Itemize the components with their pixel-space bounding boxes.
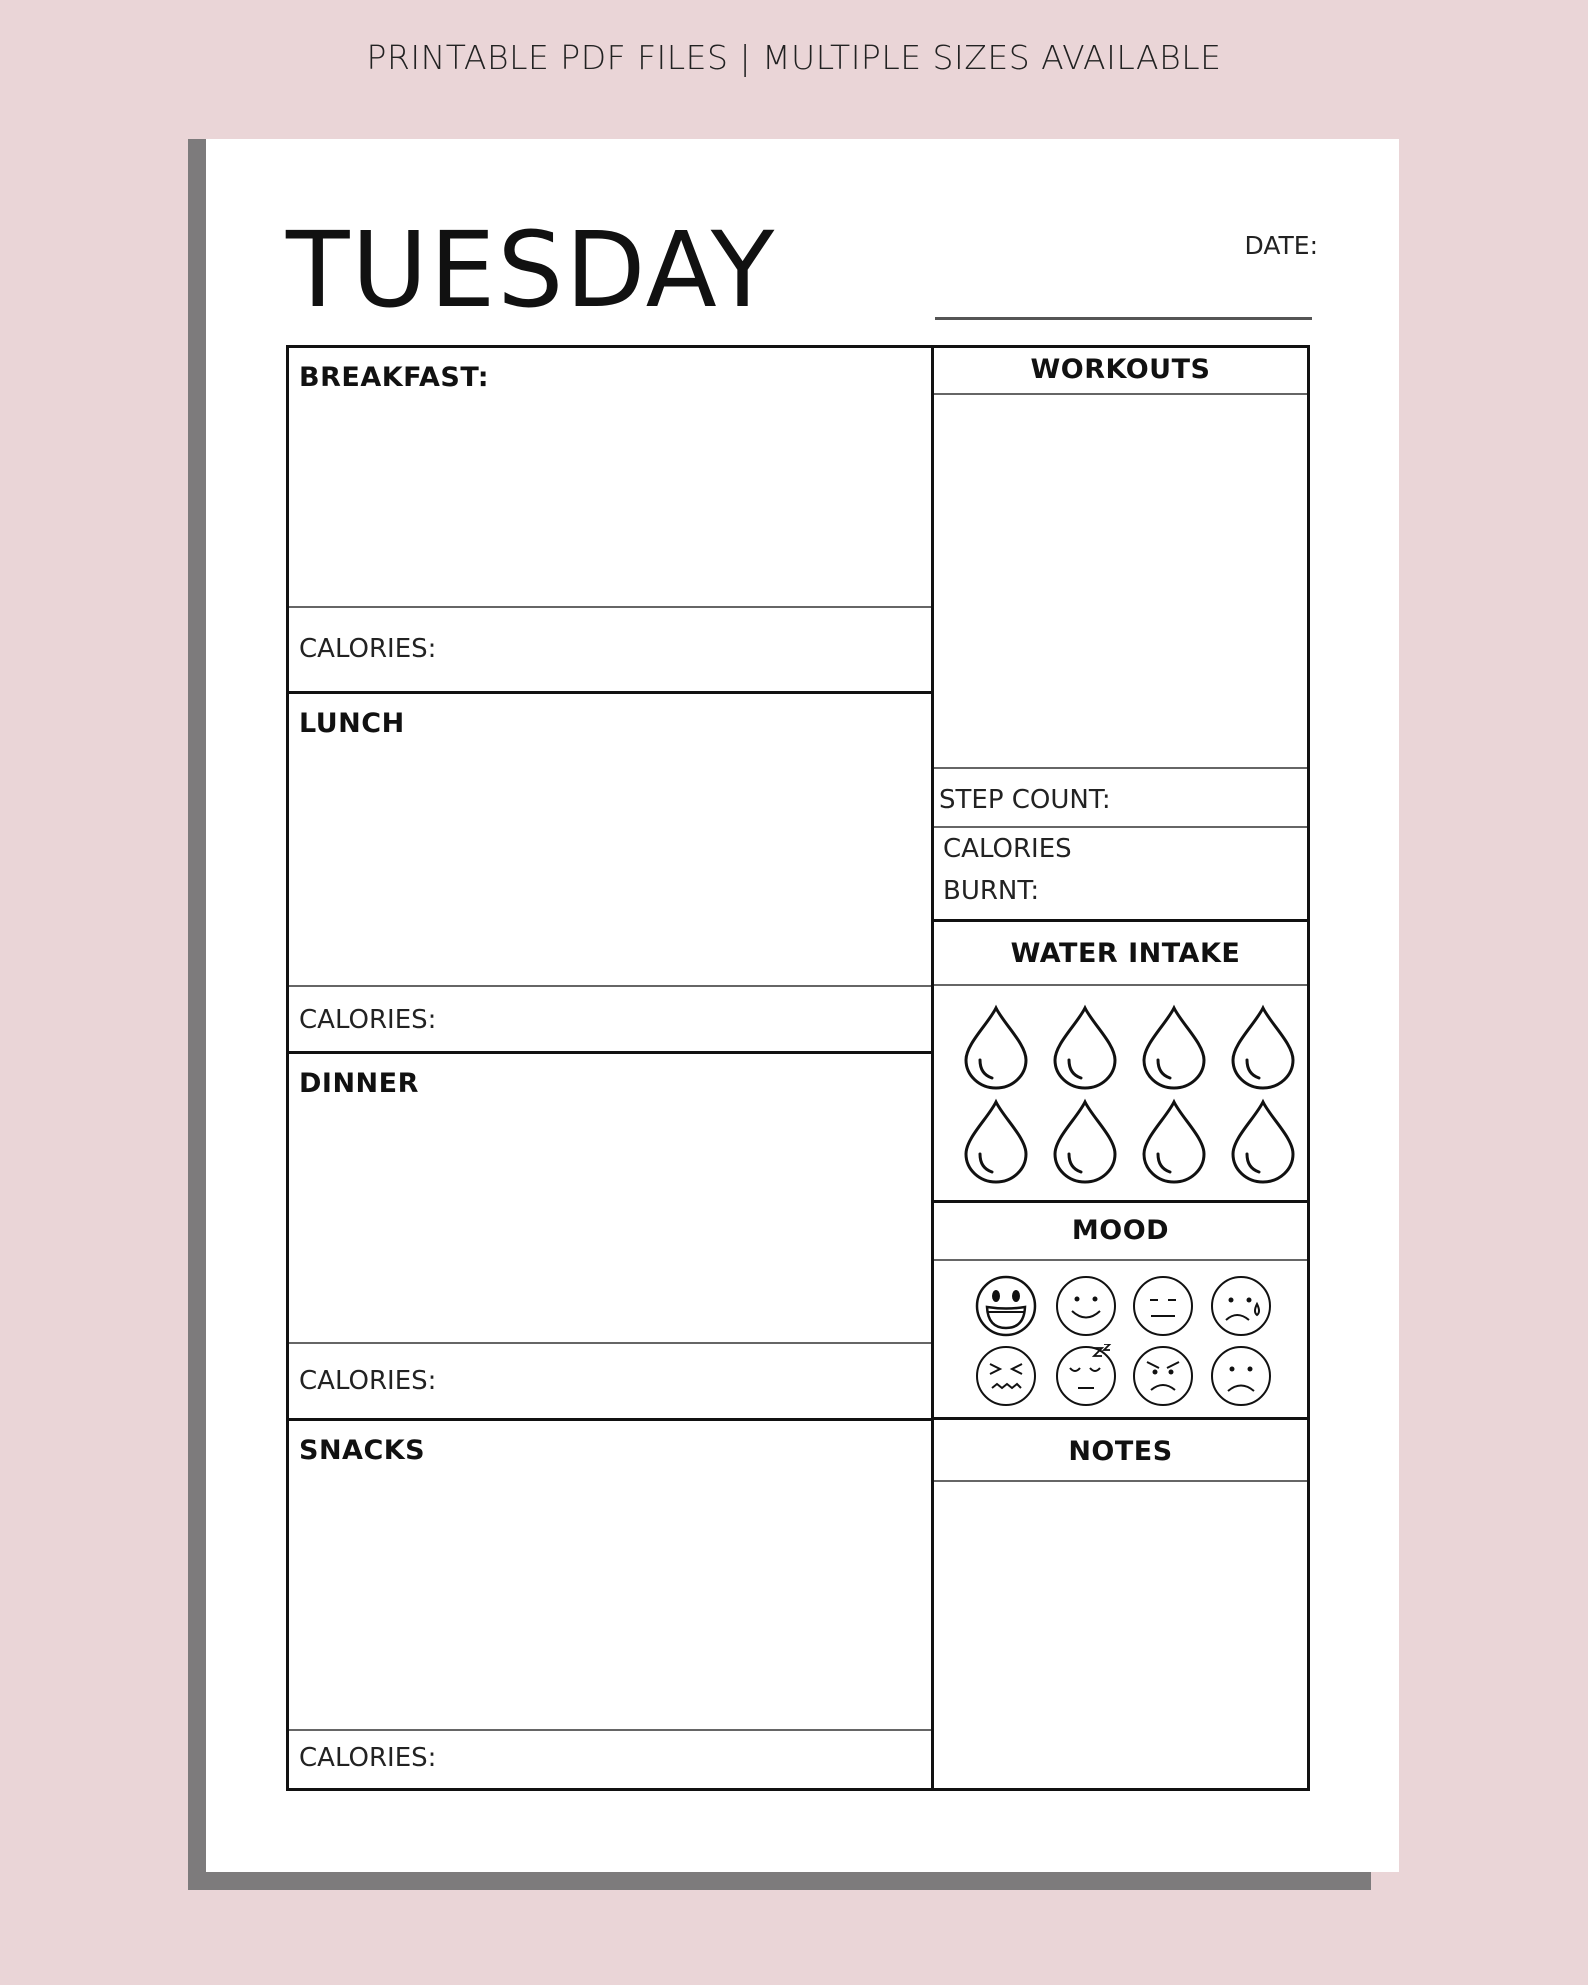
mood-header xyxy=(934,1203,1307,1259)
notes-header xyxy=(934,1420,1307,1480)
notes-label: NOTES xyxy=(1068,1436,1173,1467)
banner-text: PRINTABLE PDF FILES | MULTIPLE SIZES AVAILABLE xyxy=(366,38,1222,77)
water-drop-icon[interactable] xyxy=(1138,1004,1210,1090)
water-drop-icon[interactable] xyxy=(1227,1004,1299,1090)
water-drop-icon[interactable] xyxy=(960,1004,1032,1090)
calories-label: CALORIES: xyxy=(299,1366,437,1396)
calories-burnt-label-2: BURNT: xyxy=(943,876,1040,906)
date-label: DATE: xyxy=(1244,231,1318,260)
sad-tear-face-icon[interactable] xyxy=(1209,1274,1273,1338)
angry-face-icon[interactable] xyxy=(1131,1344,1195,1408)
sleepy-face-icon[interactable] xyxy=(1054,1344,1118,1408)
calories-label: CALORIES: xyxy=(299,1743,437,1773)
workouts-header xyxy=(934,348,1307,393)
day-title: TUESDAY xyxy=(286,209,777,331)
workouts-box[interactable] xyxy=(934,395,1307,768)
dinner-box[interactable] xyxy=(289,1054,931,1344)
water-drop-icon[interactable] xyxy=(960,1098,1032,1184)
lunch-label: LUNCH xyxy=(299,708,405,739)
mood-label: MOOD xyxy=(1071,1215,1170,1246)
calories-burnt-field[interactable] xyxy=(934,828,1307,920)
planner-grid xyxy=(286,345,1310,1791)
neutral-face-icon[interactable] xyxy=(1131,1274,1195,1338)
step-count-field[interactable] xyxy=(934,769,1307,827)
planner-page xyxy=(206,139,1399,1872)
workouts-label: WORKOUTS xyxy=(1030,354,1211,385)
water-drop-icon[interactable] xyxy=(1049,1098,1121,1184)
step-count-label: STEP COUNT: xyxy=(939,785,1111,815)
frowning-face-icon[interactable] xyxy=(1209,1344,1273,1408)
breakfast-box[interactable] xyxy=(289,348,931,608)
calories-label: CALORIES: xyxy=(299,634,437,664)
grinning-face-icon[interactable] xyxy=(974,1274,1038,1338)
breakfast-calories-field[interactable] xyxy=(289,608,931,692)
water-drop-icon[interactable] xyxy=(1227,1098,1299,1184)
dinner-label: DINNER xyxy=(299,1068,419,1099)
water-drop-icon[interactable] xyxy=(1049,1004,1121,1090)
tired-face-icon[interactable] xyxy=(974,1344,1038,1408)
meals-column xyxy=(289,348,934,1788)
water-drops-area xyxy=(934,986,1307,1202)
lunch-calories-field[interactable] xyxy=(289,987,931,1051)
smiling-face-icon[interactable] xyxy=(1054,1274,1118,1338)
lunch-box[interactable] xyxy=(289,694,931,988)
mood-faces-area xyxy=(934,1261,1307,1417)
snacks-calories-field[interactable] xyxy=(289,1731,931,1789)
snacks-label: SNACKS xyxy=(299,1435,426,1466)
tracking-column xyxy=(934,348,1307,1788)
date-field-line[interactable] xyxy=(935,317,1312,320)
notes-box[interactable] xyxy=(934,1482,1307,1788)
calories-burnt-label-1: CALORIES xyxy=(943,834,1072,864)
water-intake-label: WATER INTAKE xyxy=(1010,938,1241,969)
snacks-box[interactable] xyxy=(289,1421,931,1729)
water-intake-header xyxy=(934,922,1307,984)
water-drop-icon[interactable] xyxy=(1138,1098,1210,1184)
dinner-calories-field[interactable] xyxy=(289,1344,931,1418)
calories-label: CALORIES: xyxy=(299,1005,437,1035)
breakfast-label: BREAKFAST: xyxy=(299,362,490,393)
